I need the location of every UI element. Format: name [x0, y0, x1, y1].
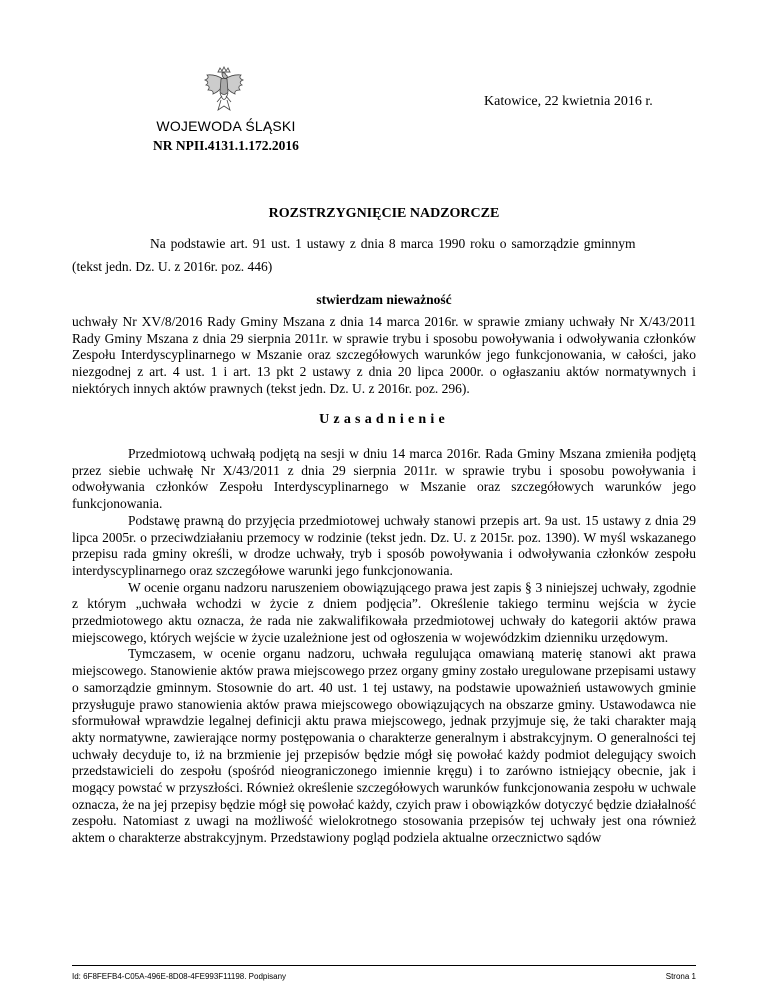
- justification-heading: Uzasadnienie: [319, 412, 449, 427]
- issuing-authority: [136, 116, 316, 156]
- document-title: ROZSTRZYGNIĘCIE NADZORCZE: [268, 206, 500, 221]
- footer-divider: [72, 965, 696, 966]
- legal-basis-line-2: (tekst jedn. Dz. U. z 2016r. poz. 446): [72, 259, 273, 274]
- authority-name: WOJEWODA ŚLĄSKI: [156, 118, 296, 134]
- justification-paragraph-3: W ocenie organu nadzoru naruszeniem obowiązującego prawa jest zapis § 3 niniejszej uchwały, zgodnie z którym „uchwała wchodzi w życie z dniem podjęcia”. Określenie takiego terminu wejścia w życie przedmiotowego aktu oznacza, że rada nie zakwalifikowała przedmiotowej uchwały do kategorii aktów prawa miejscowego, których wejście w życie uzależnione jest od ogłoszenia w wojewódzkim dzienniku urzędowym.: [72, 579, 696, 645]
- place-and-date: Katowice, 22 kwietnia 2016 r.: [484, 94, 653, 109]
- declaration-heading: stwierdzam nieważność: [316, 292, 452, 307]
- justification-paragraph-2: Podstawę prawną do przyjęcia przedmiotowej uchwały stanowi przepis art. 9a ust. 15 ustawy z dnia 29 lipca 2005r. o przeciwdziałaniu przemocy w rodzinie (tekst jedn. Dz. U. z 2015r. poz. 1390). W myśl wskazanego przepisu rada gminy określi, w drodze uchwały, tryb i sposób powoływania i odwoływania członków zespołu interdyscyplinarnego oraz szczegółowe warunki jego funkcjonowania.: [72, 512, 696, 578]
- footer-document-id: Id: 6F8FEFB4-C05A-496E-8D08-4FE993F11198. Podpisany: [72, 972, 287, 981]
- justification-paragraph-4: Tymczasem, w ocenie organu nadzoru, uchwała regulująca omawianą materię stanowi akt prawa miejscowego. Stanowienie aktów prawa miejscowego przez organy gminy zostało uregulowane przepisami ustawy o samorządzie gminnym. Stosownie do art. 40 ust. 1 tej ustawy, na podstawie upoważnień ustawowych gminie przysługuje prawo stanowienia aktów prawa miejscowego obowiązujących na obszarze gminy. Ustawodawca nie sformułował wprawdzie legalnej definicji aktu prawa miejscowego, jednak przyjmuje się, że taki charakter mają akty normatywne, zawierające normy postępowania o charakterze generalnym i abstrakcyjnym. O generalności tej uchwały decyduje to, iż na brzmienie jej przepisów będzie mógł się powołać każdy podmiot delegujący swoich przedstawicieli do zespołu (spośród nieograniczonego imiennie kręgu) i to zarówno istniejący obecnie, jak i mogący powstać w przyszłości. Również określenie szczegółowych warunków funkcjonowania zespołu w uchwale oznacza, że na jej przepisy będzie mógł się powołać każdy, czyich praw i obowiązków dotyczyć będzie działalność zespołu. Natomiast z uwagi na możliwość wielokrotnego stosowania przepisów tej uchwały jest ona również aktem o charakterze abstrakcyjnym. Przedstawiony pogląd podziela aktualne orzecznictwo sądów: [72, 646, 696, 846]
- polish-eagle-emblem-icon: [201, 66, 247, 116]
- justification-body: [72, 446, 696, 847]
- legal-basis-line-1: Na podstawie art. 91 ust. 1 ustawy z dnia 8 marca 1990 roku o samorządzie gminnym: [150, 236, 636, 251]
- resolution-paragraph: uchwały Nr XV/8/2016 Rady Gminy Mszana z dnia 14 marca 2016r. w sprawie zmiany uchwały Nr X/43/2011 Rady Gminy Mszana z dnia 29 sierpnia 2011r. w sprawie trybu i sposobu powoływania i odwoływania członków Zespołu Interdyscyplinarnego w Mszanie oraz szczegółowych warunków jego funkcjonowania, w całości, jako niezgodnej z art. 4 ust. 1 i art. 13 pkt 2 ustawy z dnia 20 lipca 2000r. o ogłaszaniu aktów normatywnych i niektórych innych aktów prawnych (tekst jedn. Dz. U. z 2016r. poz. 296).: [72, 314, 696, 396]
- justification-paragraph-1: Przedmiotową uchwałą podjętą na sesji w dniu 14 marca 2016r. Rada Gminy Mszana zmieniła podjętą przez siebie uchwałę Nr X/43/2011 z dnia 29 sierpnia 2011r. w sprawie trybu i sposobu powoływania i odwoływania członków Zespołu Interdyscyplinarnego w Mszanie oraz szczegółowych warunków jego funkcjonowania.: [72, 446, 696, 512]
- document-reference-number: NR NPII.4131.1.172.2016: [153, 138, 299, 153]
- footer-page-number: Strona 1: [665, 972, 696, 981]
